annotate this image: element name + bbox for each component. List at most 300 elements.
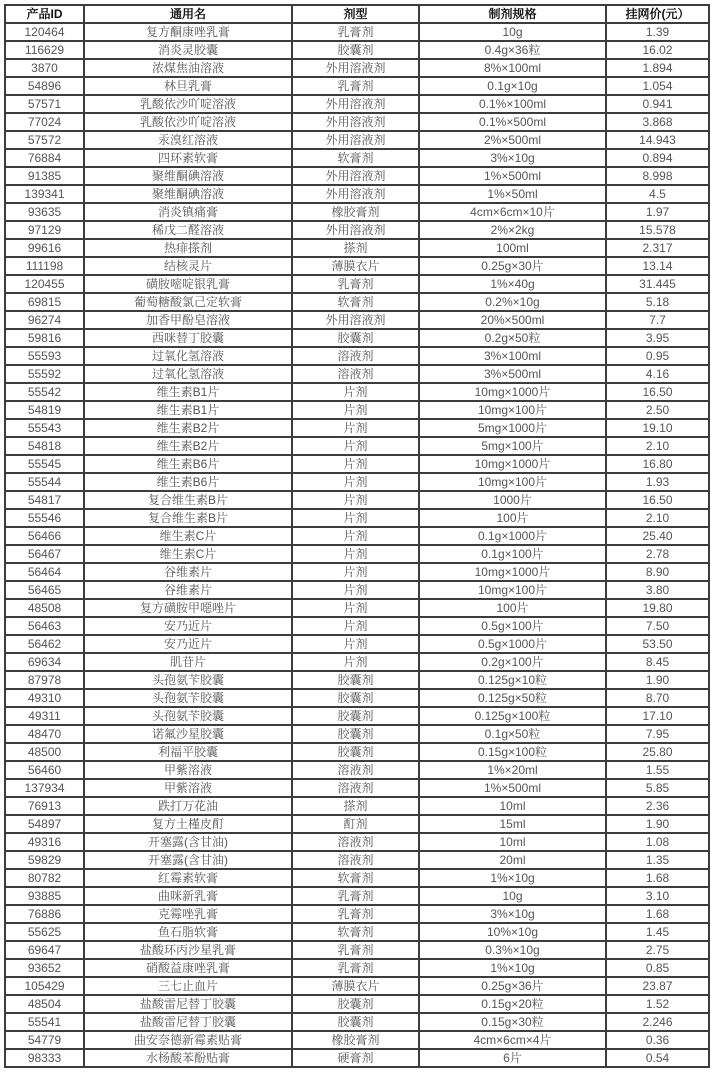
cell-price: 8.45 bbox=[606, 653, 709, 671]
cell-dosage_form: 胶囊剂 bbox=[292, 707, 419, 725]
cell-generic_name: 肌苷片 bbox=[84, 653, 292, 671]
cell-generic_name: 消炎灵胶囊 bbox=[84, 41, 292, 59]
cell-spec: 0.1g×50粒 bbox=[419, 725, 606, 743]
table-row bbox=[5, 905, 709, 923]
cell-generic_name: 维生素C片 bbox=[84, 527, 292, 545]
cell-product_id: 76884 bbox=[5, 149, 84, 167]
cell-generic_name: 维生素B6片 bbox=[84, 473, 292, 491]
cell-price: 0.54 bbox=[606, 1049, 709, 1067]
cell-dosage_form: 搽剂 bbox=[292, 797, 419, 815]
cell-generic_name: 维生素B2片 bbox=[84, 419, 292, 437]
cell-price: 16.80 bbox=[606, 455, 709, 473]
cell-generic_name: 水杨酸苯酚贴膏 bbox=[84, 1049, 292, 1067]
column-header-product_id: 产品ID bbox=[5, 5, 84, 23]
cell-price: 7.50 bbox=[606, 617, 709, 635]
cell-price: 17.10 bbox=[606, 707, 709, 725]
cell-generic_name: 维生素B2片 bbox=[84, 437, 292, 455]
cell-product_id: 93652 bbox=[5, 959, 84, 977]
cell-product_id: 55545 bbox=[5, 455, 84, 473]
cell-generic_name: 三七止血片 bbox=[84, 977, 292, 995]
table-row bbox=[5, 455, 709, 473]
cell-price: 4.5 bbox=[606, 185, 709, 203]
cell-dosage_form: 软膏剂 bbox=[292, 293, 419, 311]
cell-dosage_form: 胶囊剂 bbox=[292, 1013, 419, 1031]
cell-spec: 0.125g×10粒 bbox=[419, 671, 606, 689]
cell-price: 1.35 bbox=[606, 851, 709, 869]
cell-spec: 5mg×100片 bbox=[419, 437, 606, 455]
cell-generic_name: 汞溴红溶液 bbox=[84, 131, 292, 149]
cell-price: 53.50 bbox=[606, 635, 709, 653]
cell-product_id: 55625 bbox=[5, 923, 84, 941]
cell-dosage_form: 片剂 bbox=[292, 383, 419, 401]
table-row bbox=[5, 419, 709, 437]
table-row bbox=[5, 437, 709, 455]
cell-generic_name: 甲紫溶液 bbox=[84, 761, 292, 779]
cell-product_id: 76913 bbox=[5, 797, 84, 815]
cell-price: 1.054 bbox=[606, 77, 709, 95]
cell-product_id: 48500 bbox=[5, 743, 84, 761]
table-row bbox=[5, 707, 709, 725]
cell-spec: 10ml bbox=[419, 797, 606, 815]
cell-product_id: 99616 bbox=[5, 239, 84, 257]
cell-price: 1.55 bbox=[606, 761, 709, 779]
table-row bbox=[5, 995, 709, 1013]
cell-dosage_form: 软膏剂 bbox=[292, 869, 419, 887]
cell-generic_name: 结核灵片 bbox=[84, 257, 292, 275]
cell-product_id: 54896 bbox=[5, 77, 84, 95]
table-row bbox=[5, 275, 709, 293]
cell-generic_name: 维生素B1片 bbox=[84, 401, 292, 419]
cell-generic_name: 红霉素软膏 bbox=[84, 869, 292, 887]
header-row bbox=[5, 5, 709, 23]
cell-dosage_form: 乳膏剂 bbox=[292, 941, 419, 959]
cell-spec: 0.2g×50粒 bbox=[419, 329, 606, 347]
cell-spec: 2%×500ml bbox=[419, 131, 606, 149]
cell-generic_name: 复方酮康唑乳膏 bbox=[84, 23, 292, 41]
cell-dosage_form: 乳膏剂 bbox=[292, 23, 419, 41]
cell-generic_name: 诺氟沙星胶囊 bbox=[84, 725, 292, 743]
cell-product_id: 54779 bbox=[5, 1031, 84, 1049]
table-row bbox=[5, 1031, 709, 1049]
cell-spec: 1%×40g bbox=[419, 275, 606, 293]
cell-spec: 10g bbox=[419, 23, 606, 41]
cell-spec: 0.2%×10g bbox=[419, 293, 606, 311]
table-row bbox=[5, 59, 709, 77]
cell-dosage_form: 片剂 bbox=[292, 617, 419, 635]
cell-spec: 10mg×100片 bbox=[419, 401, 606, 419]
table-row bbox=[5, 815, 709, 833]
cell-spec: 100片 bbox=[419, 509, 606, 527]
cell-dosage_form: 溶液剂 bbox=[292, 833, 419, 851]
cell-generic_name: 甲紫溶液 bbox=[84, 779, 292, 797]
cell-dosage_form: 胶囊剂 bbox=[292, 41, 419, 59]
cell-dosage_form: 外用溶液剂 bbox=[292, 113, 419, 131]
cell-spec: 0.1g×1000片 bbox=[419, 527, 606, 545]
table-row bbox=[5, 1013, 709, 1031]
cell-spec: 0.15g×100粒 bbox=[419, 743, 606, 761]
cell-generic_name: 头孢氨苄胶囊 bbox=[84, 689, 292, 707]
cell-generic_name: 安乃近片 bbox=[84, 635, 292, 653]
cell-spec: 0.125g×50粒 bbox=[419, 689, 606, 707]
cell-product_id: 55542 bbox=[5, 383, 84, 401]
cell-generic_name: 鱼石脂软膏 bbox=[84, 923, 292, 941]
cell-price: 8.70 bbox=[606, 689, 709, 707]
table-row bbox=[5, 869, 709, 887]
cell-generic_name: 头孢氨苄胶囊 bbox=[84, 707, 292, 725]
cell-product_id: 49316 bbox=[5, 833, 84, 851]
cell-spec: 10mg×100片 bbox=[419, 581, 606, 599]
table-row bbox=[5, 185, 709, 203]
cell-product_id: 54897 bbox=[5, 815, 84, 833]
cell-price: 25.80 bbox=[606, 743, 709, 761]
table-row bbox=[5, 671, 709, 689]
cell-generic_name: 开塞露(含甘油) bbox=[84, 851, 292, 869]
cell-generic_name: 聚维酮碘溶液 bbox=[84, 185, 292, 203]
cell-price: 16.02 bbox=[606, 41, 709, 59]
cell-dosage_form: 外用溶液剂 bbox=[292, 59, 419, 77]
cell-spec: 3%×10g bbox=[419, 149, 606, 167]
table-row bbox=[5, 41, 709, 59]
cell-spec: 1%×500ml bbox=[419, 167, 606, 185]
cell-dosage_form: 胶囊剂 bbox=[292, 995, 419, 1013]
table-row bbox=[5, 599, 709, 617]
cell-generic_name: 乳酸依沙吖啶溶液 bbox=[84, 95, 292, 113]
cell-dosage_form: 片剂 bbox=[292, 563, 419, 581]
cell-spec: 10mg×1000片 bbox=[419, 455, 606, 473]
table-row bbox=[5, 239, 709, 257]
cell-generic_name: 加香甲酚皂溶液 bbox=[84, 311, 292, 329]
cell-product_id: 80782 bbox=[5, 869, 84, 887]
table-row bbox=[5, 77, 709, 95]
cell-generic_name: 维生素C片 bbox=[84, 545, 292, 563]
table-row bbox=[5, 887, 709, 905]
cell-product_id: 56463 bbox=[5, 617, 84, 635]
cell-dosage_form: 乳膏剂 bbox=[292, 959, 419, 977]
cell-dosage_form: 片剂 bbox=[292, 401, 419, 419]
table-row bbox=[5, 491, 709, 509]
cell-product_id: 57572 bbox=[5, 131, 84, 149]
cell-price: 1.52 bbox=[606, 995, 709, 1013]
cell-product_id: 69634 bbox=[5, 653, 84, 671]
cell-price: 2.246 bbox=[606, 1013, 709, 1031]
cell-product_id: 54818 bbox=[5, 437, 84, 455]
cell-spec: 10ml bbox=[419, 833, 606, 851]
cell-spec: 3%×10g bbox=[419, 905, 606, 923]
cell-spec: 1%×20ml bbox=[419, 761, 606, 779]
cell-dosage_form: 乳膏剂 bbox=[292, 77, 419, 95]
cell-price: 8.998 bbox=[606, 167, 709, 185]
cell-spec: 10mg×100片 bbox=[419, 473, 606, 491]
cell-generic_name: 维生素B6片 bbox=[84, 455, 292, 473]
cell-dosage_form: 橡胶膏剂 bbox=[292, 1031, 419, 1049]
cell-spec: 3%×500ml bbox=[419, 365, 606, 383]
cell-product_id: 91385 bbox=[5, 167, 84, 185]
cell-product_id: 98333 bbox=[5, 1049, 84, 1067]
cell-price: 0.941 bbox=[606, 95, 709, 113]
cell-product_id: 56465 bbox=[5, 581, 84, 599]
table-row bbox=[5, 725, 709, 743]
cell-price: 2.78 bbox=[606, 545, 709, 563]
cell-price: 3.10 bbox=[606, 887, 709, 905]
cell-spec: 0.125g×100粒 bbox=[419, 707, 606, 725]
cell-dosage_form: 外用溶液剂 bbox=[292, 95, 419, 113]
table-row bbox=[5, 797, 709, 815]
table-row bbox=[5, 959, 709, 977]
cell-dosage_form: 搽剂 bbox=[292, 239, 419, 257]
drug-price-table bbox=[4, 4, 710, 1068]
cell-spec: 0.15g×20粒 bbox=[419, 995, 606, 1013]
cell-generic_name: 复合维生素B片 bbox=[84, 491, 292, 509]
cell-price: 31.445 bbox=[606, 275, 709, 293]
cell-dosage_form: 溶液剂 bbox=[292, 347, 419, 365]
cell-generic_name: 过氧化氢溶液 bbox=[84, 347, 292, 365]
cell-dosage_form: 胶囊剂 bbox=[292, 329, 419, 347]
cell-spec: 1%×500ml bbox=[419, 779, 606, 797]
cell-generic_name: 磺胺嘧啶银乳膏 bbox=[84, 275, 292, 293]
cell-dosage_form: 片剂 bbox=[292, 599, 419, 617]
cell-product_id: 105429 bbox=[5, 977, 84, 995]
cell-dosage_form: 乳膏剂 bbox=[292, 905, 419, 923]
cell-price: 2.10 bbox=[606, 437, 709, 455]
cell-dosage_form: 溶液剂 bbox=[292, 779, 419, 797]
cell-product_id: 3870 bbox=[5, 59, 84, 77]
cell-dosage_form: 片剂 bbox=[292, 455, 419, 473]
cell-price: 16.50 bbox=[606, 383, 709, 401]
cell-product_id: 48504 bbox=[5, 995, 84, 1013]
table-row bbox=[5, 23, 709, 41]
cell-dosage_form: 片剂 bbox=[292, 509, 419, 527]
cell-spec: 0.15g×30粒 bbox=[419, 1013, 606, 1031]
cell-product_id: 55592 bbox=[5, 365, 84, 383]
cell-generic_name: 维生素B1片 bbox=[84, 383, 292, 401]
cell-price: 1.93 bbox=[606, 473, 709, 491]
cell-product_id: 116629 bbox=[5, 41, 84, 59]
cell-spec: 0.1%×100ml bbox=[419, 95, 606, 113]
cell-dosage_form: 片剂 bbox=[292, 527, 419, 545]
table-row bbox=[5, 257, 709, 275]
cell-price: 1.894 bbox=[606, 59, 709, 77]
cell-dosage_form: 胶囊剂 bbox=[292, 743, 419, 761]
cell-dosage_form: 软膏剂 bbox=[292, 923, 419, 941]
cell-price: 1.45 bbox=[606, 923, 709, 941]
table-row bbox=[5, 851, 709, 869]
cell-generic_name: 头孢氨苄胶囊 bbox=[84, 671, 292, 689]
cell-price: 1.90 bbox=[606, 815, 709, 833]
cell-generic_name: 过氧化氢溶液 bbox=[84, 365, 292, 383]
cell-dosage_form: 软膏剂 bbox=[292, 149, 419, 167]
cell-generic_name: 聚维酮碘溶液 bbox=[84, 167, 292, 185]
table-row bbox=[5, 635, 709, 653]
table-row bbox=[5, 221, 709, 239]
cell-spec: 1%×10g bbox=[419, 869, 606, 887]
cell-generic_name: 盐酸环丙沙星乳膏 bbox=[84, 941, 292, 959]
cell-dosage_form: 外用溶液剂 bbox=[292, 221, 419, 239]
cell-price: 2.317 bbox=[606, 239, 709, 257]
cell-spec: 8%×100ml bbox=[419, 59, 606, 77]
cell-spec: 3%×100ml bbox=[419, 347, 606, 365]
cell-product_id: 69815 bbox=[5, 293, 84, 311]
table-row bbox=[5, 365, 709, 383]
cell-price: 23.87 bbox=[606, 977, 709, 995]
cell-product_id: 69647 bbox=[5, 941, 84, 959]
cell-dosage_form: 溶液剂 bbox=[292, 761, 419, 779]
table-row bbox=[5, 167, 709, 185]
cell-generic_name: 曲安奈德新霉素贴膏 bbox=[84, 1031, 292, 1049]
cell-spec: 0.3%×10g bbox=[419, 941, 606, 959]
table-row bbox=[5, 563, 709, 581]
column-header-spec: 制剂规格 bbox=[419, 5, 606, 23]
cell-spec: 4cm×6cm×10片 bbox=[419, 203, 606, 221]
cell-generic_name: 谷维素片 bbox=[84, 563, 292, 581]
cell-generic_name: 消炎镇痛膏 bbox=[84, 203, 292, 221]
table-row bbox=[5, 149, 709, 167]
table-row bbox=[5, 383, 709, 401]
cell-price: 15.578 bbox=[606, 221, 709, 239]
cell-product_id: 111198 bbox=[5, 257, 84, 275]
cell-product_id: 54819 bbox=[5, 401, 84, 419]
cell-generic_name: 四环素软膏 bbox=[84, 149, 292, 167]
cell-generic_name: 浓煤焦油溶液 bbox=[84, 59, 292, 77]
table-row bbox=[5, 581, 709, 599]
cell-product_id: 55544 bbox=[5, 473, 84, 491]
cell-price: 2.50 bbox=[606, 401, 709, 419]
table-row bbox=[5, 293, 709, 311]
cell-product_id: 97129 bbox=[5, 221, 84, 239]
table-row bbox=[5, 743, 709, 761]
cell-generic_name: 复方土槿皮酊 bbox=[84, 815, 292, 833]
table-row bbox=[5, 833, 709, 851]
cell-spec: 1%×10g bbox=[419, 959, 606, 977]
cell-product_id: 59816 bbox=[5, 329, 84, 347]
cell-spec: 2%×2kg bbox=[419, 221, 606, 239]
cell-price: 2.75 bbox=[606, 941, 709, 959]
cell-price: 2.36 bbox=[606, 797, 709, 815]
table-row bbox=[5, 401, 709, 419]
cell-price: 5.85 bbox=[606, 779, 709, 797]
table-row bbox=[5, 923, 709, 941]
cell-spec: 6片 bbox=[419, 1049, 606, 1067]
cell-price: 3.95 bbox=[606, 329, 709, 347]
cell-dosage_form: 乳膏剂 bbox=[292, 275, 419, 293]
cell-dosage_form: 薄膜衣片 bbox=[292, 977, 419, 995]
cell-spec: 0.25g×36片 bbox=[419, 977, 606, 995]
cell-generic_name: 盐酸雷尼替丁胶囊 bbox=[84, 1013, 292, 1031]
table-row bbox=[5, 311, 709, 329]
cell-product_id: 96274 bbox=[5, 311, 84, 329]
cell-price: 13.14 bbox=[606, 257, 709, 275]
cell-generic_name: 硝酸益康唑乳膏 bbox=[84, 959, 292, 977]
cell-product_id: 93635 bbox=[5, 203, 84, 221]
cell-product_id: 55543 bbox=[5, 419, 84, 437]
cell-dosage_form: 片剂 bbox=[292, 491, 419, 509]
cell-product_id: 54817 bbox=[5, 491, 84, 509]
cell-spec: 10mg×1000片 bbox=[419, 383, 606, 401]
table-row bbox=[5, 617, 709, 635]
cell-spec: 4cm×6cm×4片 bbox=[419, 1031, 606, 1049]
cell-price: 14.943 bbox=[606, 131, 709, 149]
cell-dosage_form: 片剂 bbox=[292, 437, 419, 455]
table-row bbox=[5, 689, 709, 707]
cell-generic_name: 西咪替丁胶囊 bbox=[84, 329, 292, 347]
cell-dosage_form: 外用溶液剂 bbox=[292, 185, 419, 203]
cell-dosage_form: 片剂 bbox=[292, 545, 419, 563]
cell-dosage_form: 片剂 bbox=[292, 581, 419, 599]
cell-price: 1.97 bbox=[606, 203, 709, 221]
cell-product_id: 139341 bbox=[5, 185, 84, 203]
cell-dosage_form: 乳膏剂 bbox=[292, 887, 419, 905]
cell-price: 1.08 bbox=[606, 833, 709, 851]
cell-spec: 0.25g×30片 bbox=[419, 257, 606, 275]
table-row bbox=[5, 1049, 709, 1067]
cell-generic_name: 复合维生素B片 bbox=[84, 509, 292, 527]
cell-price: 0.894 bbox=[606, 149, 709, 167]
cell-spec: 20%×500ml bbox=[419, 311, 606, 329]
cell-dosage_form: 胶囊剂 bbox=[292, 671, 419, 689]
table-row bbox=[5, 329, 709, 347]
table-body bbox=[5, 23, 709, 1067]
cell-product_id: 120455 bbox=[5, 275, 84, 293]
cell-spec: 0.5g×100片 bbox=[419, 617, 606, 635]
cell-dosage_form: 外用溶液剂 bbox=[292, 311, 419, 329]
cell-generic_name: 稀戊二醛溶液 bbox=[84, 221, 292, 239]
cell-generic_name: 林旦乳膏 bbox=[84, 77, 292, 95]
cell-spec: 100片 bbox=[419, 599, 606, 617]
cell-dosage_form: 外用溶液剂 bbox=[292, 167, 419, 185]
cell-generic_name: 葡萄糖酸氯己定软膏 bbox=[84, 293, 292, 311]
cell-dosage_form: 硬膏剂 bbox=[292, 1049, 419, 1067]
cell-generic_name: 热痱搽剂 bbox=[84, 239, 292, 257]
cell-price: 3.868 bbox=[606, 113, 709, 131]
table-row bbox=[5, 761, 709, 779]
table-row bbox=[5, 95, 709, 113]
cell-spec: 5mg×1000片 bbox=[419, 419, 606, 437]
column-header-dosage_form: 剂型 bbox=[292, 5, 419, 23]
cell-spec: 0.2g×100片 bbox=[419, 653, 606, 671]
cell-price: 1.39 bbox=[606, 23, 709, 41]
cell-product_id: 56467 bbox=[5, 545, 84, 563]
table-row bbox=[5, 779, 709, 797]
cell-price: 2.10 bbox=[606, 509, 709, 527]
cell-price: 19.10 bbox=[606, 419, 709, 437]
cell-dosage_form: 片剂 bbox=[292, 473, 419, 491]
cell-product_id: 48508 bbox=[5, 599, 84, 617]
cell-price: 3.80 bbox=[606, 581, 709, 599]
cell-spec: 1000片 bbox=[419, 491, 606, 509]
cell-generic_name: 盐酸雷尼替丁胶囊 bbox=[84, 995, 292, 1013]
cell-dosage_form: 溶液剂 bbox=[292, 365, 419, 383]
cell-price: 7.95 bbox=[606, 725, 709, 743]
cell-price: 7.7 bbox=[606, 311, 709, 329]
cell-dosage_form: 片剂 bbox=[292, 635, 419, 653]
table-row bbox=[5, 473, 709, 491]
table-row bbox=[5, 653, 709, 671]
cell-generic_name: 谷维素片 bbox=[84, 581, 292, 599]
table-row bbox=[5, 527, 709, 545]
cell-price: 25.40 bbox=[606, 527, 709, 545]
cell-price: 5.18 bbox=[606, 293, 709, 311]
cell-product_id: 56464 bbox=[5, 563, 84, 581]
cell-price: 4.16 bbox=[606, 365, 709, 383]
table-row bbox=[5, 545, 709, 563]
cell-spec: 0.5g×1000片 bbox=[419, 635, 606, 653]
cell-product_id: 55546 bbox=[5, 509, 84, 527]
cell-dosage_form: 酊剂 bbox=[292, 815, 419, 833]
cell-spec: 10g bbox=[419, 887, 606, 905]
cell-product_id: 77024 bbox=[5, 113, 84, 131]
column-header-price: 挂网价(元） bbox=[606, 5, 709, 23]
cell-product_id: 56462 bbox=[5, 635, 84, 653]
cell-product_id: 59829 bbox=[5, 851, 84, 869]
